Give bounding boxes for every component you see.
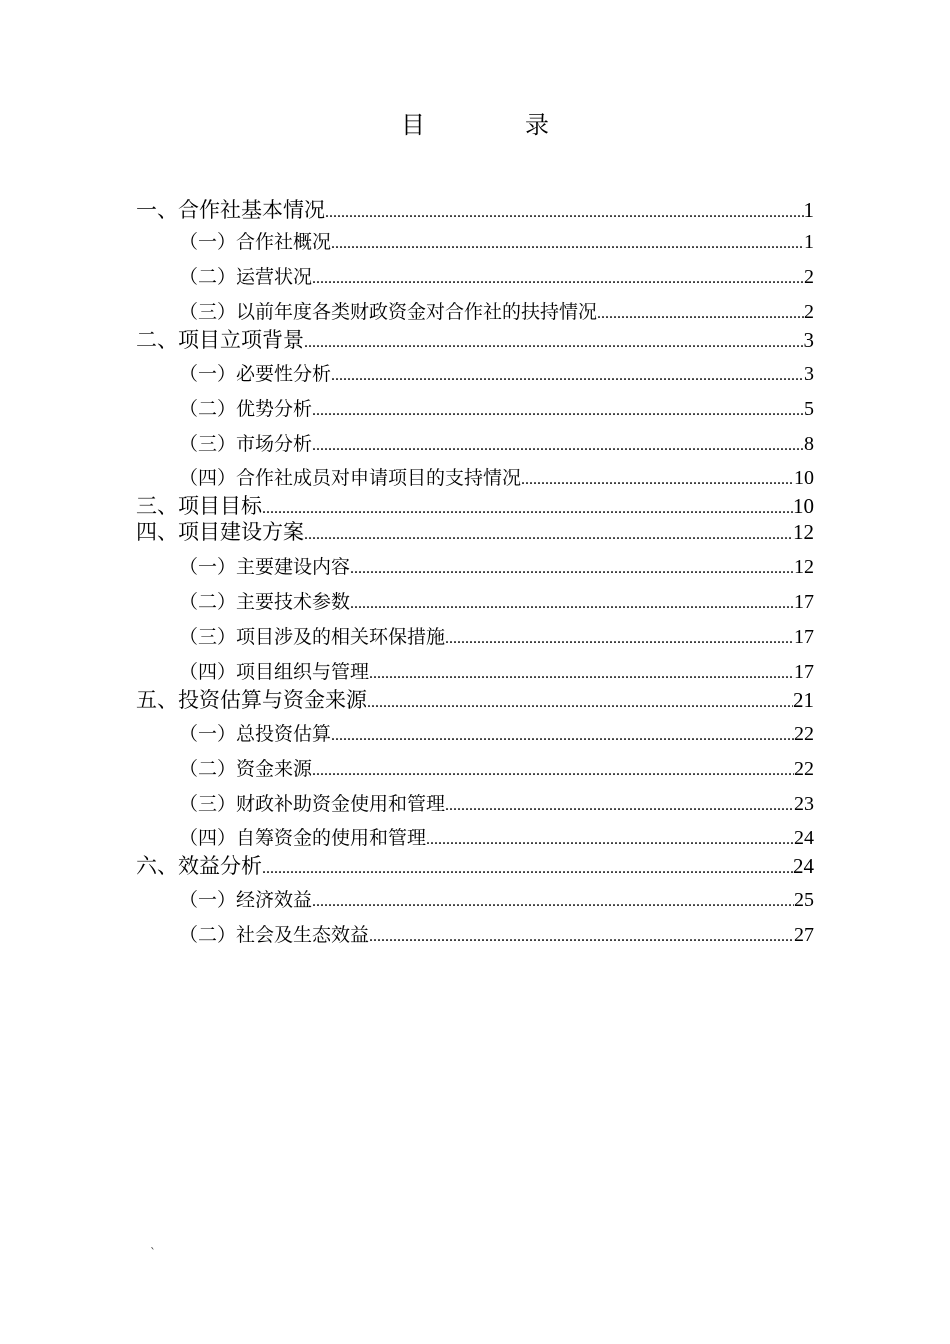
toc-leader-dots	[445, 625, 794, 653]
toc-leader-dots	[312, 432, 804, 460]
toc-entry[interactable]	[179, 720, 814, 750]
toc-entry[interactable]	[179, 395, 814, 425]
toc-entry-page: 2	[804, 266, 814, 288]
toc-entry-page: 22	[794, 723, 814, 745]
toc-leader-dots	[312, 757, 794, 785]
toc-entry-label: （一）总投资估算	[179, 723, 332, 745]
toc-entry-page: 21	[793, 688, 814, 712]
toc-entry[interactable]	[179, 921, 814, 951]
toc-leader-dots	[521, 466, 794, 494]
toc-entry-label: （二）主要技术参数	[179, 591, 351, 613]
toc-entry-label: 四、项目建设方案	[136, 520, 304, 544]
toc-entry-label: （四）自筹资金的使用和管理	[179, 827, 427, 849]
toc-entry-label: 六、效益分析	[136, 854, 262, 878]
toc-leader-dots	[350, 590, 794, 618]
toc-entry[interactable]	[179, 623, 814, 653]
toc-entry-page: 5	[804, 398, 814, 420]
toc-leader-dots	[597, 300, 804, 328]
toc-entry-label: （三）项目涉及的相关环保措施	[179, 626, 446, 648]
toc-entry[interactable]	[179, 886, 814, 916]
toc-entry-page: 12	[794, 556, 814, 578]
toc-entry[interactable]	[179, 755, 814, 785]
toc-entry-label: （三）财政补助资金使用和管理	[179, 793, 446, 815]
toc-entry-label: （一）主要建设内容	[179, 556, 351, 578]
toc-entry[interactable]	[136, 686, 814, 717]
toc-leader-dots	[331, 230, 804, 258]
toc-entry-label: （二）资金来源	[179, 758, 313, 780]
toc-entry[interactable]	[179, 824, 814, 854]
toc-entry-label: （二）优势分析	[179, 398, 313, 420]
title-char-2: 录	[525, 111, 549, 139]
toc-leader-dots	[312, 265, 804, 293]
toc-entry-label: （二）运营状况	[179, 266, 313, 288]
toc-entry-page: 8	[804, 433, 814, 455]
toc-entry-page: 22	[794, 758, 814, 780]
toc-entry-page: 24	[794, 827, 814, 849]
toc-entry-page: 1	[803, 198, 814, 222]
toc-entry-label: （四）项目组织与管理	[179, 661, 370, 683]
toc-leader-dots	[325, 199, 804, 227]
toc-entry-label: （三）以前年度各类财政资金对合作社的扶持情况	[179, 301, 598, 323]
toc-entry-page: 23	[794, 793, 814, 815]
toc-entry-page: 10	[794, 467, 814, 489]
toc-entry-page: 17	[794, 626, 814, 648]
toc-entry-page: 17	[794, 661, 814, 683]
toc-leader-dots	[304, 329, 804, 357]
toc-leader-dots	[331, 722, 794, 750]
toc-entry-page: 24	[793, 854, 814, 878]
toc-leader-dots	[312, 888, 794, 916]
toc-leader-dots	[445, 792, 794, 820]
toc-entry-page: 10	[793, 494, 814, 518]
toc-entry-label: （二）社会及生态效益	[179, 924, 370, 946]
toc-entry[interactable]	[179, 464, 814, 494]
toc-entry-label: （一）经济效益	[179, 889, 313, 911]
toc-entry-page: 27	[794, 924, 814, 946]
toc-leader-dots	[262, 855, 793, 883]
toc-entry-page: 25	[794, 889, 814, 911]
toc-entry-page: 1	[804, 231, 814, 253]
toc-entry[interactable]	[179, 228, 814, 258]
toc-entry-page: 17	[794, 591, 814, 613]
toc-leader-dots	[367, 689, 793, 717]
page-title	[0, 110, 950, 140]
toc-entry[interactable]	[179, 658, 814, 688]
toc-leader-dots	[350, 555, 794, 583]
toc-leader-dots	[331, 362, 804, 390]
toc-entry-label: （三）市场分析	[179, 433, 313, 455]
stray-mark: `	[150, 1246, 156, 1260]
title-char-1: 目	[401, 111, 425, 139]
toc-entry[interactable]	[179, 553, 814, 583]
toc-entry-label: （四）合作社成员对申请项目的支持情况	[179, 467, 522, 489]
toc-leader-dots	[426, 826, 794, 854]
toc-entry[interactable]	[136, 196, 814, 227]
toc-entry[interactable]	[179, 360, 814, 390]
toc-entry-label: 一、合作社基本情况	[136, 198, 325, 222]
toc-leader-dots	[369, 923, 794, 951]
toc-entry-page: 3	[803, 328, 814, 352]
toc-entry-label: 二、项目立项背景	[136, 328, 304, 352]
toc-entry[interactable]	[136, 852, 814, 883]
toc-leader-dots	[312, 397, 804, 425]
toc-entry[interactable]	[179, 430, 814, 460]
toc-entry[interactable]	[179, 588, 814, 618]
toc-entry-label: 三、项目目标	[136, 494, 262, 518]
toc-entry-label: 五、投资估算与资金来源	[136, 688, 367, 712]
toc-entry-label: （一）合作社概况	[179, 231, 332, 253]
toc-entry[interactable]	[179, 298, 814, 328]
toc-entry[interactable]	[179, 263, 814, 293]
toc-entry[interactable]	[136, 518, 814, 549]
toc-entry-page: 2	[804, 301, 814, 323]
toc-entry-label: （一）必要性分析	[179, 363, 332, 385]
toc-entry-page: 12	[793, 520, 814, 544]
toc-entry-page: 3	[804, 363, 814, 385]
toc-leader-dots	[304, 521, 793, 549]
toc-entry[interactable]	[179, 790, 814, 820]
toc-leader-dots	[369, 660, 794, 688]
toc-entry[interactable]	[136, 326, 814, 357]
